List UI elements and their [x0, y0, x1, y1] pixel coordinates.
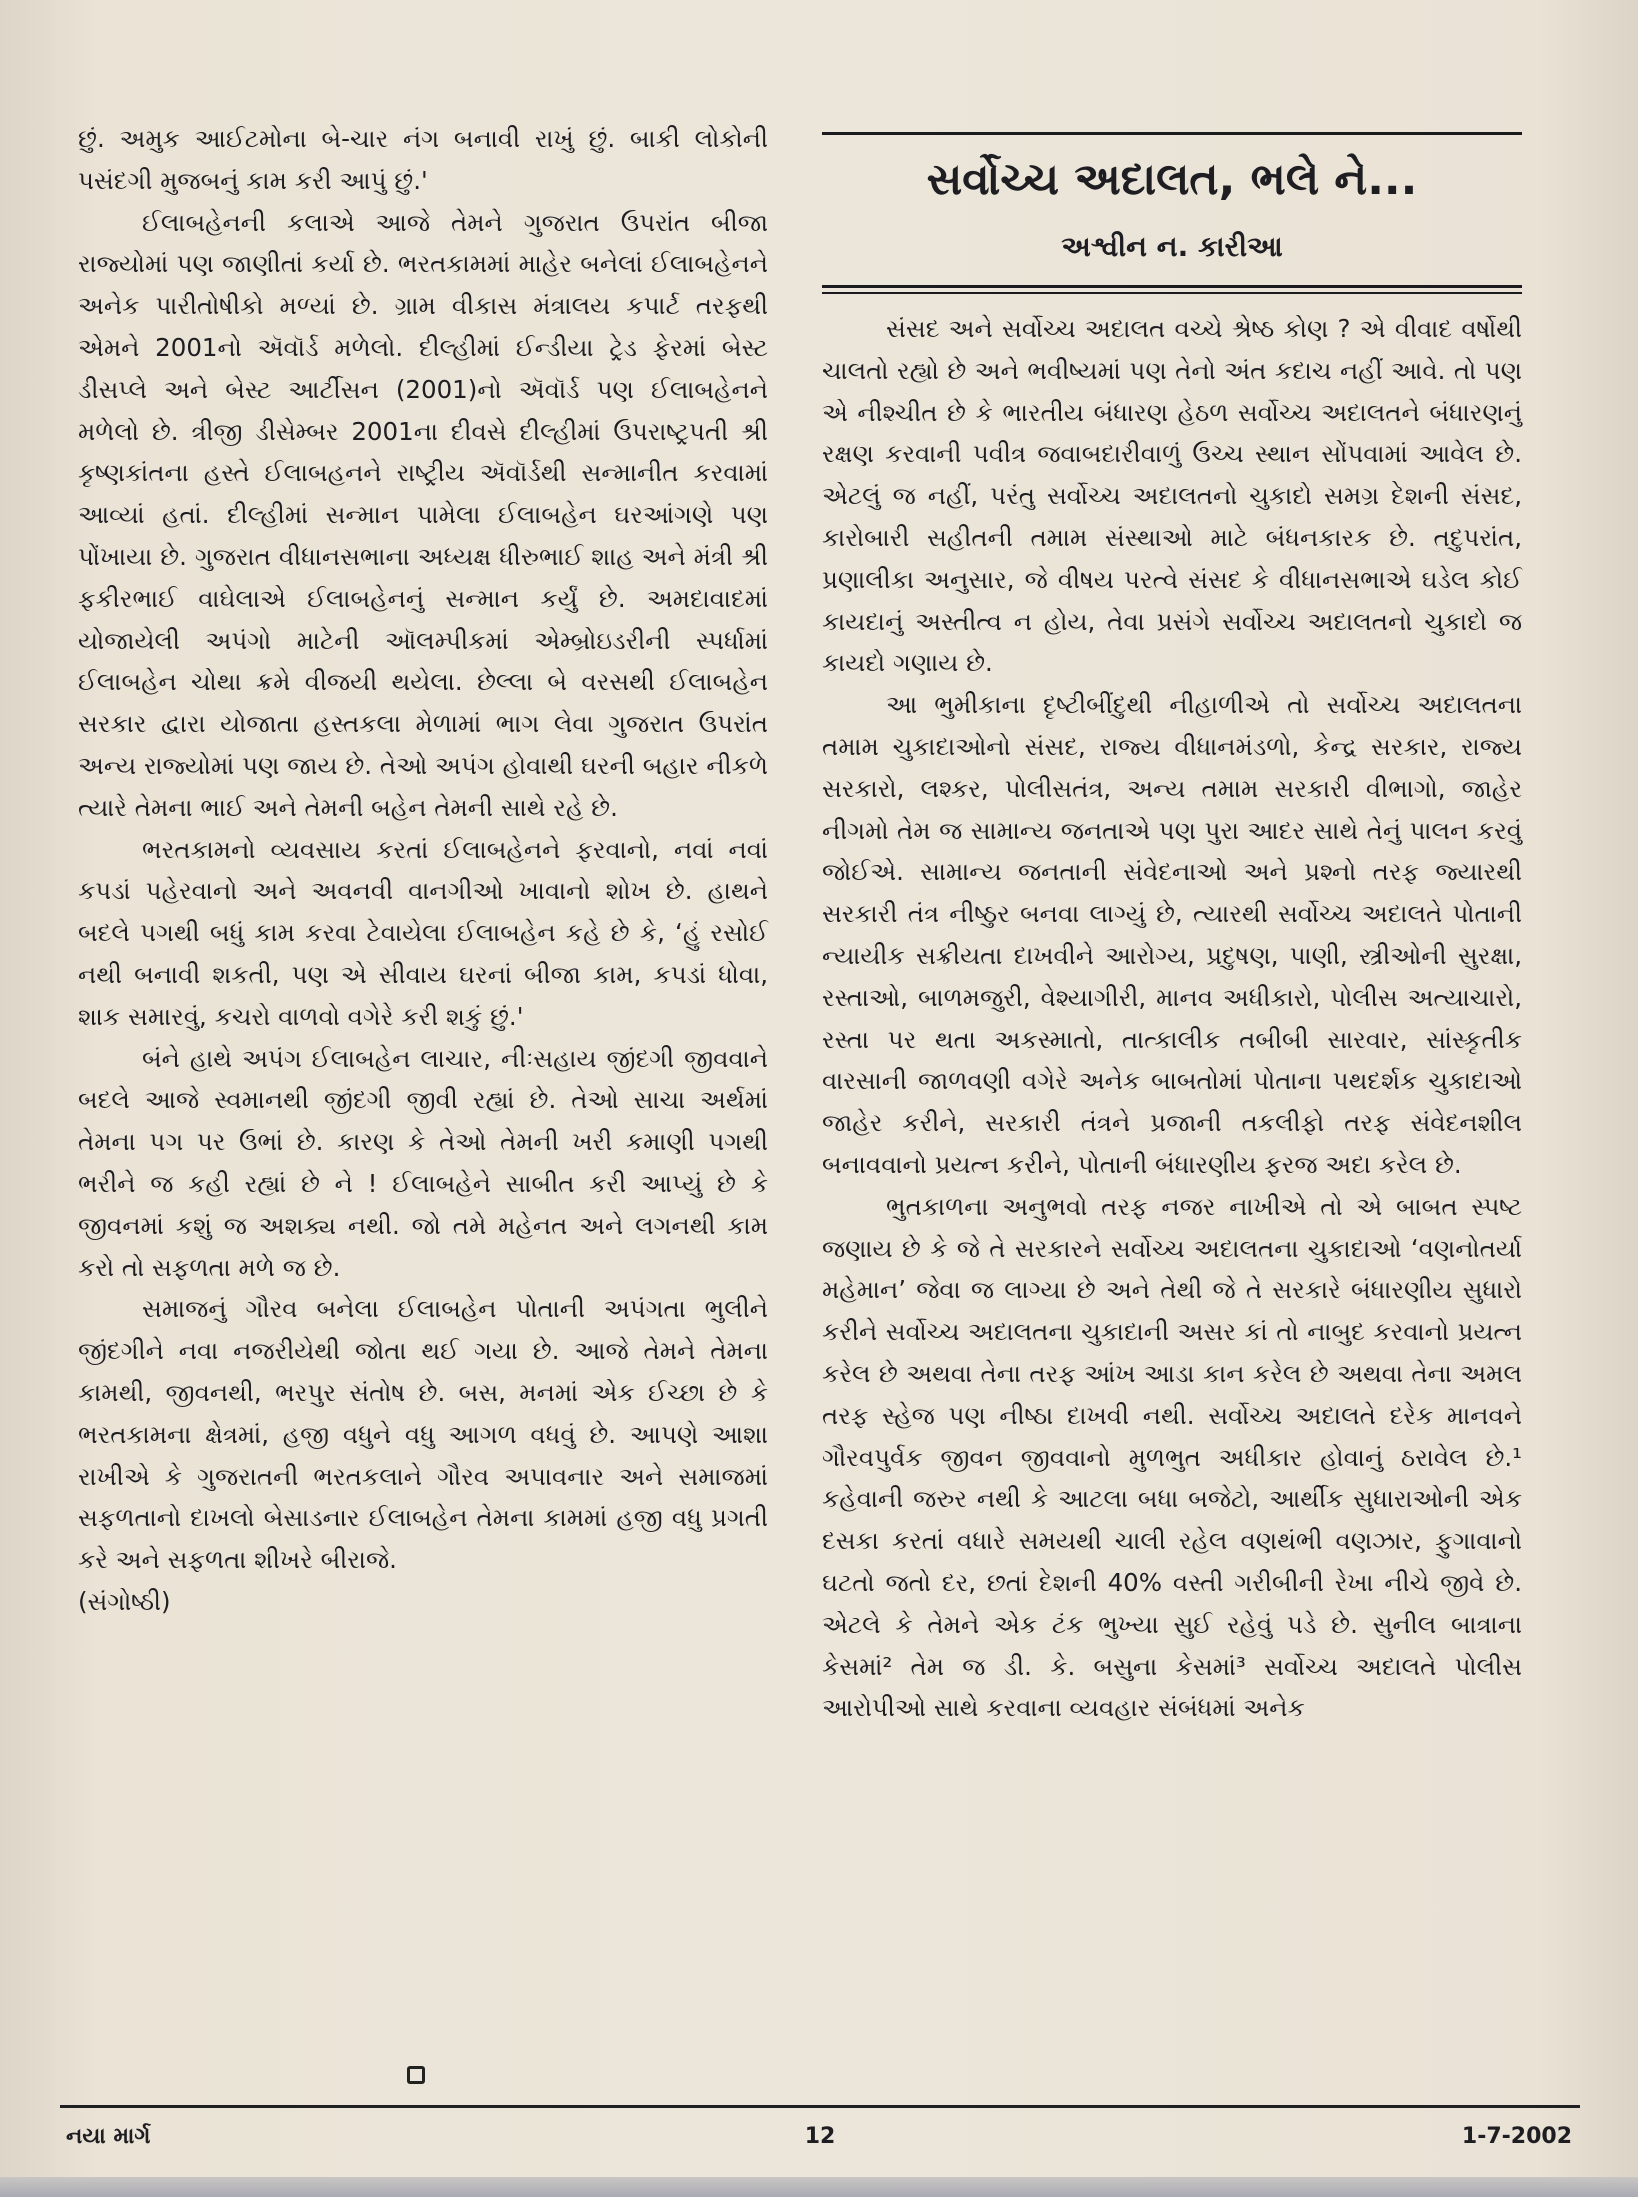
left-column — [78, 118, 768, 1623]
paragraph: સમાજનું ગૌરવ બનેલા ઈલાબહેન પોતાની અપંગતા ભુલીને જીંદગીને નવા નજરીયેથી જોતા થઈ ગયા છે. આજે તેમને તેમના કામથી, જીવનથી, ભરપુર સંતોષ છે. બસ, મનમાં એક ઈચ્છા છે કે ભરતકામના ક્ષેત્રમાં, હજી વધુને વધુ આગળ વધવું છે. આપણે આશા રાખીએ કે ગુજરાતની ભરતકલાને ગૌરવ અપાવનાર અને સમાજમાં સફળતાનો દાખલો બેસાડનાર ઈલાબહેન તેમના કામમાં હજી વધુ પ્રગતી કરે અને સફળતા શીખરે બીરાજે. — [78, 1294, 768, 1575]
paragraph: સંસદ અને સર્વોચ્ચ અદાલત વચ્ચે શ્રેષ્ઠ કોણ ? એ વીવાદ વર્ષોથી ચાલતો રહ્યો છે અને ભવીષ્યમાં પણ તેનો અંત કદાચ નહીં આવે. તો પણ એ નીશ્ચીત છે કે ભારતીય બંધારણ હેઠળ સર્વોચ્ચ અદાલતને બંધારણનું રક્ષણ કરવાની પવીત્ર જવાબદારીવાળું ઉચ્ચ સ્થાન સોંપવામાં આવેલ છે. એટલું જ નહીં, પરંતુ સર્વોચ્ચ અદાલતનો ચુકાદો સમગ્ર દેશની સંસદ, કારોબારી સહીતની તમામ સંસ્થાઓ માટે બંધનકારક છે. તદુપરાંત, પ્રણાલીકા અનુસાર, જે વીષય પરત્વે સંસદ કે વીધાનસભાએ ઘડેલ કોઈ કાયદાનું અસ્તીત્વ ન હોય, તેવા પ્રસંગે સર્વોચ્ચ અદાલતનો ચુકાદો જ કાયદો ગણાય છે. — [822, 314, 1522, 678]
scan-edge — [0, 2177, 1638, 2197]
paragraph: બંને હાથે અપંગ ઈલાબહેન લાચાર, નીઃસહાય જીંદગી જીવવાને બદલે આજે સ્વમાનથી જીંદગી જીવી રહ્યાં છે. તેઓ સાચા અર્થમાં તેમના પગ પર ઉભાં છે. કારણ કે તેઓ તેમની ખરી કમાણી પગથી ભરીને જ કહી રહ્યાં છે ને ! ઈલાબહેને સાબીત કરી આપ્યું છે કે જીવનમાં કશું જ અશક્ય નથી. જો તમે મહેનત અને લગનથી કામ કરો તો સફળતા મળે જ છે. — [78, 1043, 768, 1282]
issue-date: 1-7-2002 — [1461, 2124, 1572, 2149]
paragraph: છું. અમુક આઈટમોના બે-ચાર નંગ બનાવી રાખું છું. બાકી લોકોની પસંદગી મુજબનું કામ કરી આપું છું.' — [78, 124, 768, 195]
paragraph: આ ભુમીકાના દૃષ્ટીબીંદુથી નીહાળીએ તો સર્વોચ્ચ અદાલતના તમામ ચુકાદાઓનો સંસદ, રાજ્ય વીધાનમંડળો, કેન્દ્ર સરકાર, રાજ્ય સરકારો, લશ્કર, પોલીસતંત્ર, અન્ય તમામ સરકારી વીભાગો, જાહેર નીગમો તેમ જ સામાન્ય જનતાએ પણ પુરા આદર સાથે તેનું પાલન કરવું જોઈએ. સામાન્ય જનતાની સંવેદનાઓ અને પ્રશ્નો તરફ જ્યારથી સરકારી તંત્ર નીષ્ઠુર બનવા લાગ્યું છે, ત્યારથી સર્વોચ્ચ અદાલતે પોતાની ન્યાયીક સક્રીયતા દાખવીને આરોગ્ય, પ્રદુષણ, પાણી, સ્ત્રીઓની સુરક્ષા, રસ્તાઓ, બાળમજુરી, વેશ્યાગીરી, માનવ અધીકારો, પોલીસ અત્યાચારો, રસ્તા પર થતા અકસ્માતો, તાત્કાલીક તબીબી સારવાર, સાંસ્કૃતીક વારસાની જાળવણી વગેરે અનેક બાબતોમાં પોતાના પથદર્શક ચુકાદાઓ જાહેર કરીને, સરકારી તંત્રને પ્રજાની તકલીફો તરફ સંવેદનશીલ બનાવવાનો પ્રયત્ન કરીને, પોતાની બંધારણીય ફરજ અદા કરેલ છે. — [822, 690, 1522, 1179]
author-rule — [822, 285, 1522, 294]
page-footer — [60, 2124, 1580, 2154]
paragraph: ભુતકાળના અનુભવો તરફ નજર નાખીએ તો એ બાબત સ્પષ્ટ જણાય છે કે જે તે સરકારને સર્વોચ્ચ અદાલતના ચુકાદાઓ ‘વણનોતર્યા મહેમાન’ જેવા જ લાગ્યા છે અને તેથી જે તે સરકારે બંધારણીય સુધારો કરીને સર્વોચ્ચ અદાલતના ચુકાદાની અસર કાં તો નાબુદ કરવાનો પ્રયત્ન કરેલ છે અથવા તેના તરફ આંખ આડા કાન કરેલ છે અથવા તેના અમલ તરફ સ્હેજ પણ નીષ્ઠા દાખવી નથી. સર્વોચ્ચ અદાલતે દરેક માનવને ગૌરવપુર્વક જીવન જીવવાનો મુળભુત અધીકાર હોવાનું ઠરાવેલ છે.¹ કહેવાની જરુર નથી કે આટલા બધા બજેટો, આર્થીક સુધારાઓની એક દસકા કરતાં વધારે સમયથી ચાલી રહેલ વણથંભી વણઝાર, ફુગાવાનો ઘટતો જતો દર, છતાં દેશની 40% વસ્તી ગરીબીની રેખા નીચે જીવે છે. એટલે કે તેમને એક ટંક ભુખ્યા સુઈ રહેવું પડે છે. સુનીલ બાત્રાના કેસમાં² તેમ જ ડી. કે. બસુના કેસમાં³ સર્વોચ્ચ અદાલતે પોલીસ આરોપીઓ સાથે કરવાના વ્યવહાર સંબંધમાં અનેક — [822, 1191, 1522, 1723]
page-number: 12 — [804, 2124, 836, 2149]
article-body — [822, 308, 1522, 1729]
article-title: સર્વોચ્ચ અદાલત, ભલે ને... — [926, 154, 1418, 205]
footer-rule — [60, 2105, 1580, 2108]
end-of-article-icon — [407, 2066, 425, 2084]
paragraph: ભરતકામનો વ્યવસાય કરતાં ઈલાબહેનને ફરવાનો, નવાં નવાં કપડાં પહેરવાનો અને અવનવી વાનગીઓ ખાવાનો શોખ છે. હાથને બદલે પગથી બધું કામ કરવા ટેવાયેલા ઈલાબહેન કહે છે કે, ‘હું રસોઈ નથી બનાવી શકતી, પણ એ સીવાય ઘરનાં બીજા કામ, કપડાં ધોવા, શાક સમારવું, કચરો વાળવો વગેરે કરી શકું છું.' — [78, 834, 768, 1031]
paragraph: ઈલાબહેનની કલાએ આજે તેમને ગુજરાત ઉપરાંત બીજા રાજ્યોમાં પણ જાણીતાં કર્યા છે. ભરતકામમાં માહેર બનેલાં ઈલાબહેનને અનેક પારીતોષીકો મળ્યાં છે. ગ્રામ વીકાસ મંત્રાલય કપાર્ટ તરફથી એમને 2001નો ઍવૉર્ડ મળેલો. દીલ્હીમાં ઈન્ડીયા ટ્રેડ ફેરમાં બેસ્ટ ડીસપ્લે અને બેસ્ટ આર્ટીસન (2001)નો ઍવૉર્ડ પણ ઈલાબહેનને મળેલો છે. ત્રીજી ડીસેમ્બર 2001ના દીવસે દીલ્હીમાં ઉપરાષ્ટ્રપતી શ્રી કૃષ્ણકાંતના હસ્તે ઈલાબહનને રાષ્ટ્રીય ઍવૉર્ડથી સન્માનીત કરવામાં આવ્યાં હતાં. દીલ્હીમાં સન્માન પામેલા ઈલાબહેન ઘરઆંગણે પણ પોંખાયા છે. ગુજરાત વીધાનસભાના અધ્યક્ષ ધીરુભાઈ શાહ અને મંત્રી શ્રી ફકીરભાઈ વાઘેલાએ ઈલાબહેનનું સન્માન કર્યું છે. અમદાવાદમાં યોજાયેલી અપંગો માટેની ઑલમ્પીકમાં એમ્બ્રોઇડરીની સ્પર્ધામાં ઈલાબહેન ચોથા ક્રમે વીજયી થયેલા. છેલ્લા બે વરસથી ઈલાબહેન સરકાર દ્વારા યોજાતા હસ્તકલા મેળામાં ભાગ લેવા ગુજરાત ઉપરાંત અન્ય રાજ્યોમાં પણ જાય છે. તેઓ અપંગ હોવાથી ઘરની બહાર નીકળે ત્યારે તેમના ભાઈ અને તેમની બહેન તેમની સાથે રહે છે. — [78, 207, 768, 822]
title-rule — [822, 132, 1522, 135]
article-header — [822, 132, 1522, 294]
article-author: અશ્વીન ન. કારીઆ — [1061, 230, 1283, 263]
source-credit: (સંગોષ્ઠી) — [78, 1586, 171, 1616]
magazine-name: નયા માર્ગ — [66, 2124, 151, 2149]
